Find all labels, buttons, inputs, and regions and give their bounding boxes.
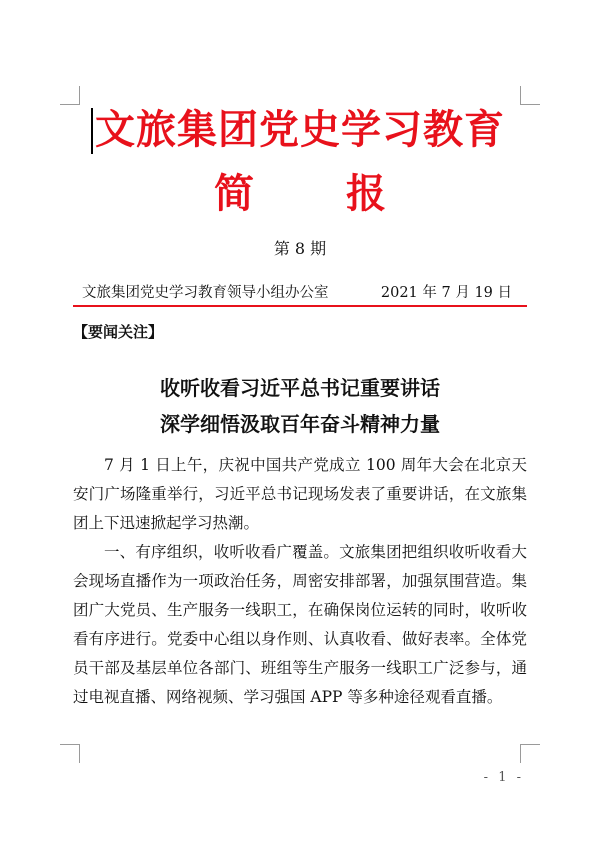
red-divider [73,305,527,307]
section-label: 【要闻关注】 [73,323,164,341]
paragraph: 一、有序组织，收听收看广覆盖。文旅集团把组织收听收看大会现场直播作为一项政治任务，周密安排部署，加强氛围营造。集团广大党员、生产服务一线职工，在确保岗位运转的同时，收听收看有序进行。党委中心组以身作则、认真收看、做好表率。全体党员干部及基层单位各部门、班组等生产服务一线职工广泛参与，通过电视直播、网络视频、学习强国 APP 等多种途径观看直播。 [73,543,527,706]
article-body [73,451,527,712]
headline-line-2: 深学细悟汲取百年奋斗精神力量 [160,412,440,436]
issue-date: 2021 年 7 月 19 日 [380,285,512,301]
subtitle-char-2: 报 [346,171,386,217]
bulletin-title: 文旅集团党史学习教育 [95,107,505,153]
issue-number: 第 8 期 [273,239,327,258]
subtitle-char-1: 简 [214,171,254,217]
page-number: - 1 - [483,770,524,785]
paragraph: 7 月 1 日上午，庆祝中国共产党成立 100 周年大会在北京天安门广场隆重举行，习近平总书记现场发表了重要讲话，在文旅集团上下迅速掀起学习热潮。 [73,456,527,532]
bulletin-subtitle [0,168,600,220]
headline-line-1: 收听收看习近平总书记重要讲话 [160,376,440,400]
issuer-office: 文旅集团党史学习教育领导小组办公室 [82,285,329,301]
